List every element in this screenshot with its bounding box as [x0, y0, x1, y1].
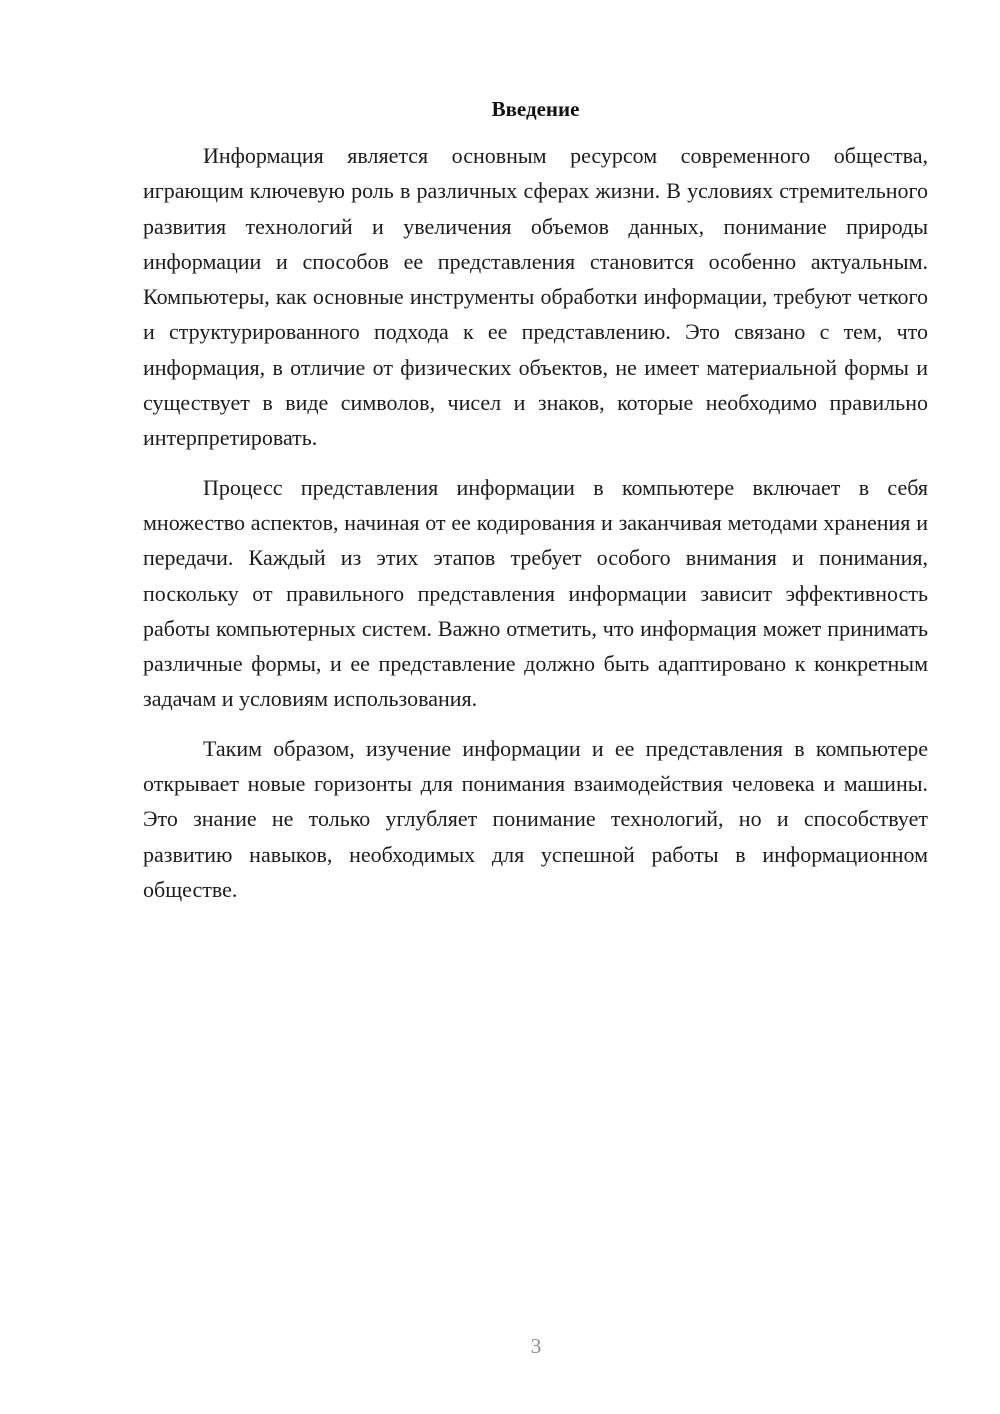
page-content — [143, 92, 928, 921]
paragraph-3: Таким образом, изучение информации и ее представления в компьютере открывает новые горизонты для понимания взаимодействия человека и машины. Это знание не только углубляет понимание технологий, но и способствует развитию навыков, необходимых для успешной работы в информационном обществе. — [143, 735, 928, 902]
page-number: 3 — [530, 1334, 542, 1358]
paragraph-1: Информация является основным ресурсом современного общества, играющим ключевую роль в различных сферах жизни. В условиях стремительного развития технологий и увеличения объемов данных, понимание природы информации и способов ее представления становится особенно актуальным. Компьютеры, как основные инструменты обработки информации, требуют четкого и структурированного подхода к ее представлению. Это связано с тем, что информация, в отличие от физических объектов, не имеет материальной формы и существует в виде символов, чисел и знаков, которые необходимо правильно интерпретировать. — [143, 143, 928, 451]
paragraph-2: Процесс представления информации в компьютере включает в себя множество аспектов, начиная от ее кодирования и заканчивая методами хранения и передачи. Каждый из этих этапов требует особого внимания и понимания, поскольку от правильного представления информации зависит эффективность работы компьютерных систем. Важно отметить, что информация может принимать различные формы, и ее представление должно быть адаптировано к конкретным задачам и условиям использования. — [143, 474, 928, 712]
section-heading: Введение — [491, 97, 580, 121]
